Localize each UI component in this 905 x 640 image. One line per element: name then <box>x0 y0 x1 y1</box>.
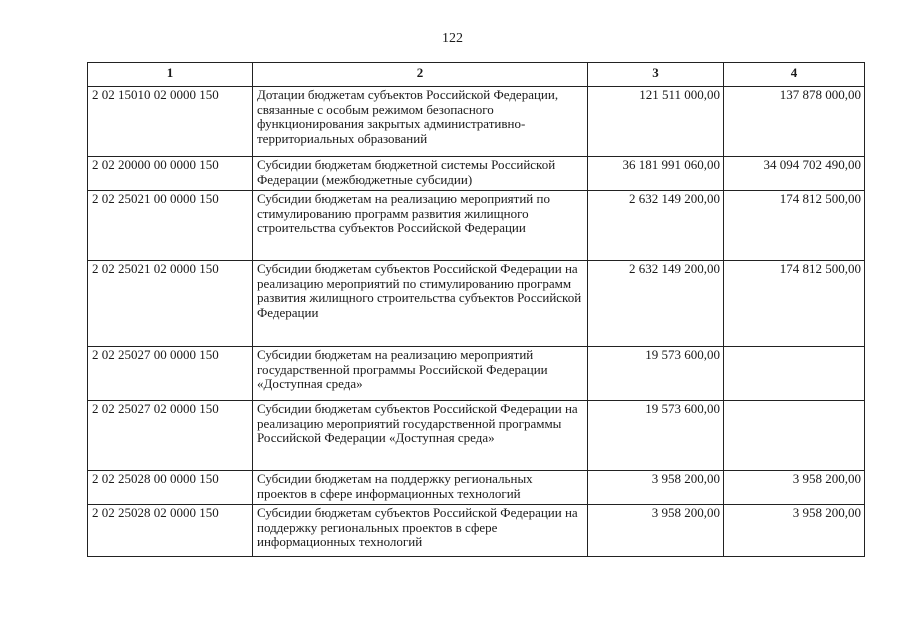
header-col-3: 3 <box>588 63 724 87</box>
income-name-cell: Дотации бюджетам субъектов Российской Федерации, связанные с особым режимом безопасного функционирования закрытых административно-территориальных образований <box>253 87 588 157</box>
amount-col3-cell: 36 181 991 060,00 <box>588 157 724 191</box>
income-name-cell: Субсидии бюджетам субъектов Российской Федерации на реализацию мероприятий по стимулированию программ развития жилищного строительства субъектов Российской Федерации <box>253 261 588 347</box>
income-name-cell: Субсидии бюджетам на реализацию мероприятий по стимулированию программ развития жилищного строительства субъектов Российской Федерации <box>253 191 588 261</box>
header-col-1: 1 <box>88 63 253 87</box>
table-header <box>88 63 865 87</box>
amount-col3-cell: 3 958 200,00 <box>588 505 724 557</box>
amount-col4-cell <box>724 401 865 471</box>
amount-col4-cell: 34 094 702 490,00 <box>724 157 865 191</box>
table-row <box>88 87 865 157</box>
table-row <box>88 191 865 261</box>
amount-col3-cell: 121 511 000,00 <box>588 87 724 157</box>
table-row <box>88 505 865 557</box>
budget-code-cell: 2 02 15010 02 0000 150 <box>88 87 253 157</box>
income-name-cell: Субсидии бюджетам субъектов Российской Федерации на реализацию мероприятий государственной программы Российской Федерации «Доступная среда» <box>253 401 588 471</box>
header-row <box>88 63 865 87</box>
page-number: 122 <box>442 31 463 46</box>
table-row <box>88 401 865 471</box>
amount-col4-cell: 137 878 000,00 <box>724 87 865 157</box>
amount-col4-cell: 3 958 200,00 <box>724 505 865 557</box>
income-name-cell: Субсидии бюджетам субъектов Российской Федерации на поддержку региональных проектов в сфере информационных технологий <box>253 505 588 557</box>
budget-table <box>87 62 865 557</box>
income-name-cell: Субсидии бюджетам на реализацию мероприятий государственной программы Российской Федерации «Доступная среда» <box>253 347 588 401</box>
table-row <box>88 261 865 347</box>
budget-code-cell: 2 02 20000 00 0000 150 <box>88 157 253 191</box>
budget-code-cell: 2 02 25021 00 0000 150 <box>88 191 253 261</box>
header-col-4: 4 <box>724 63 865 87</box>
table-row <box>88 471 865 505</box>
amount-col4-cell: 3 958 200,00 <box>724 471 865 505</box>
income-name-cell: Субсидии бюджетам на поддержку региональных проектов в сфере информационных технологий <box>253 471 588 505</box>
amount-col4-cell: 174 812 500,00 <box>724 261 865 347</box>
budget-code-cell: 2 02 25027 02 0000 150 <box>88 401 253 471</box>
header-col-2: 2 <box>253 63 588 87</box>
amount-col4-cell: 174 812 500,00 <box>724 191 865 261</box>
budget-code-cell: 2 02 25021 02 0000 150 <box>88 261 253 347</box>
table-row <box>88 347 865 401</box>
amount-col4-cell <box>724 347 865 401</box>
budget-code-cell: 2 02 25028 00 0000 150 <box>88 471 253 505</box>
table-row <box>88 157 865 191</box>
amount-col3-cell: 2 632 149 200,00 <box>588 261 724 347</box>
amount-col3-cell: 19 573 600,00 <box>588 401 724 471</box>
budget-code-cell: 2 02 25028 02 0000 150 <box>88 505 253 557</box>
amount-col3-cell: 2 632 149 200,00 <box>588 191 724 261</box>
table-body <box>88 87 865 557</box>
amount-col3-cell: 19 573 600,00 <box>588 347 724 401</box>
budget-code-cell: 2 02 25027 00 0000 150 <box>88 347 253 401</box>
income-name-cell: Субсидии бюджетам бюджетной системы Российской Федерации (межбюджетные субсидии) <box>253 157 588 191</box>
amount-col3-cell: 3 958 200,00 <box>588 471 724 505</box>
